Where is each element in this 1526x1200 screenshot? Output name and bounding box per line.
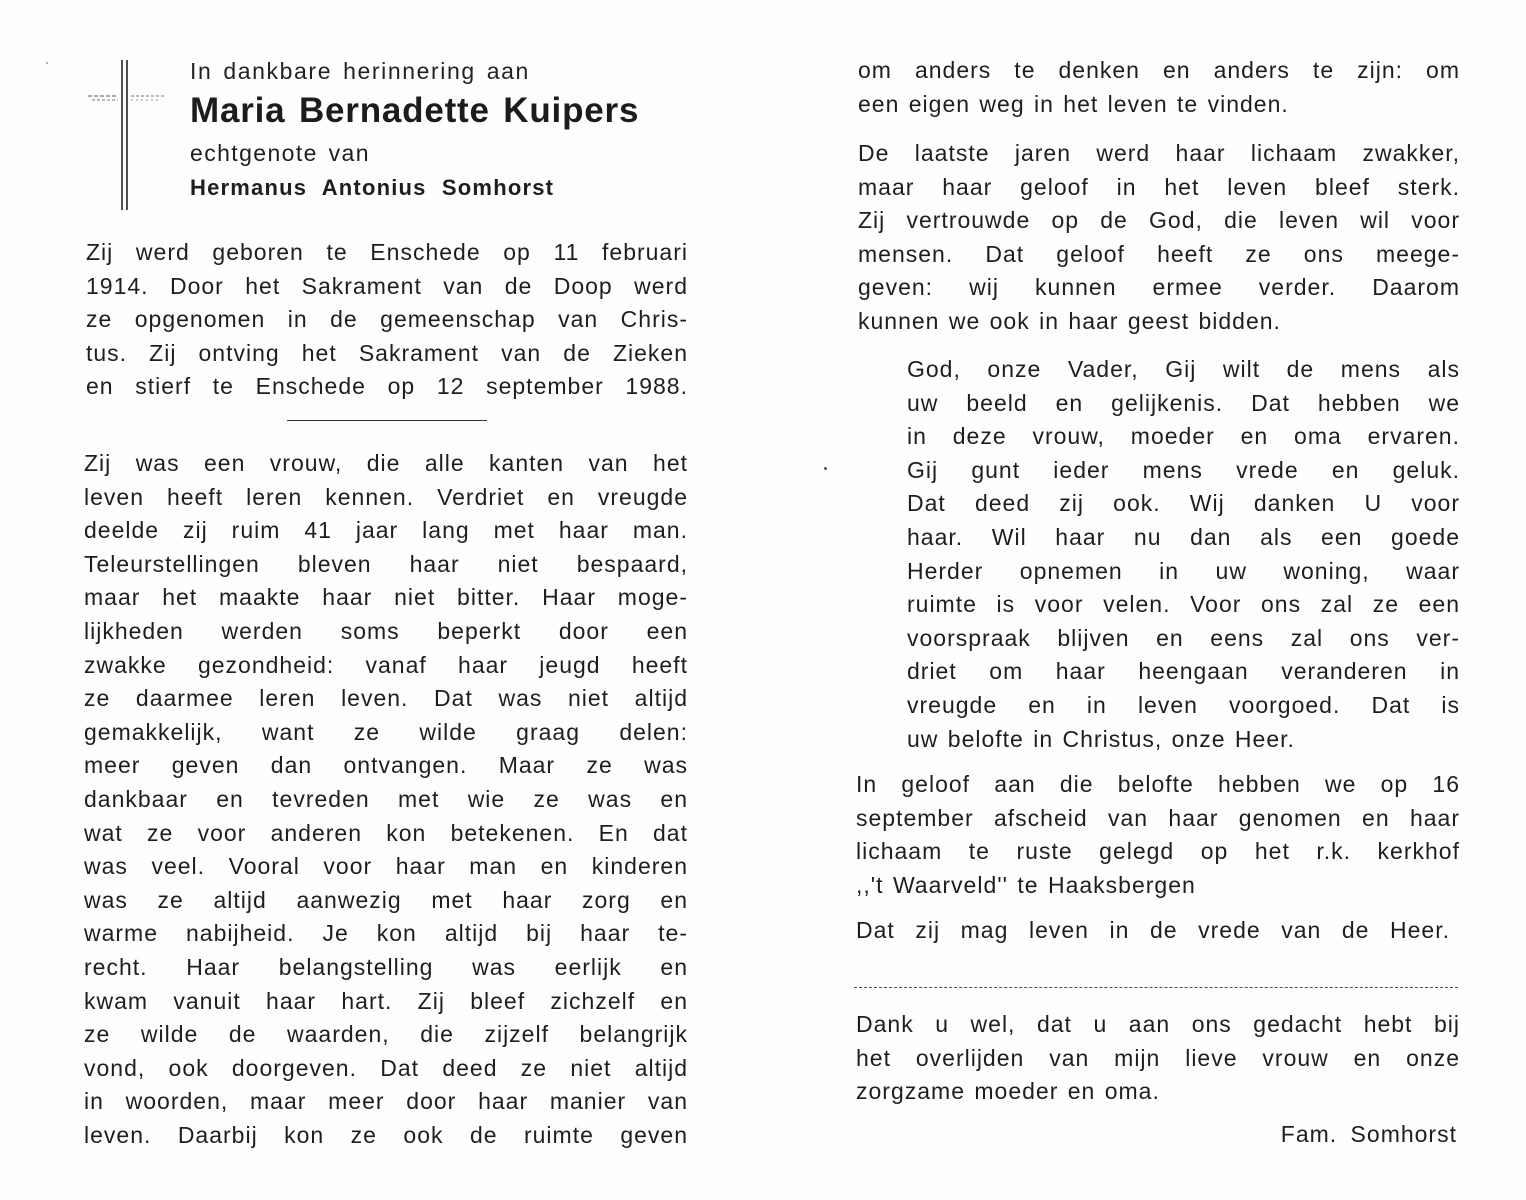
- section-divider: [287, 420, 487, 421]
- text-line: gemakkelijk, want ze wilde graag delen:: [84, 718, 688, 745]
- text-line: was ze altijd aanwezig met haar zorg en: [84, 886, 688, 913]
- text-line: geven: wij kunnen ermee verder. Daarom: [858, 274, 1460, 301]
- text-line: Dat zij mag leven in de vrede van de Heer.: [856, 917, 1450, 943]
- blessing-line: [856, 914, 1450, 948]
- card-header: [190, 56, 710, 205]
- deceased-name: Maria Bernadette Kuipers: [190, 91, 640, 130]
- text-line: meer geven dan ontvangen. Maar ze was: [84, 752, 688, 779]
- text-line: maar het maakte haar niet bitter. Haar moge-: [84, 584, 688, 611]
- text-line: God, onze Vader, Gij wilt de mens als: [907, 356, 1460, 382]
- birth-paragraph: [86, 236, 688, 404]
- text-line: maar haar geloof in het leven bleef sterk.: [858, 173, 1460, 200]
- text-line: lichaam te ruste gelegd op het r.k. kerkhof: [856, 838, 1460, 865]
- text-line: 1914. Door het Sakrament van de Doop werd: [86, 272, 688, 299]
- text-line: In geloof aan die belofte hebben we op 16: [856, 771, 1460, 797]
- text-line: het overlijden van mijn lieve vrouw en onze: [856, 1044, 1460, 1071]
- text-line: Dat deed zij ook. Wij danken U voor: [907, 490, 1460, 517]
- text-line: De laatste jaren werd haar lichaam zwakker,: [858, 140, 1460, 166]
- text-line: tus. Zij ontving het Sakrament van de Zieken: [86, 339, 688, 366]
- text-line: ,,'t Waarveld'' te Haaksbergen: [856, 871, 1196, 898]
- text-line: wat ze voor anderen kon betekenen. En dat: [84, 819, 688, 846]
- text-line: leven heeft leren kennen. Verdriet en vreugde: [84, 483, 688, 510]
- life-paragraph: [84, 447, 688, 1152]
- text-line: in woorden, maar meer door haar manier van: [84, 1088, 688, 1115]
- text-line: voorspraak blijven en eens zal ons ver-: [907, 624, 1460, 651]
- text-line: kwam vanuit haar hart. Zij bleef zichzelf en: [84, 987, 688, 1014]
- text-line: Zij was een vrouw, die alle kanten van het: [84, 450, 688, 476]
- text-line: zwakke gezondheid: vanaf haar jeugd heeft: [84, 651, 688, 678]
- text-line: om anders te denken en anders te zijn: om: [858, 57, 1460, 83]
- text-line: een eigen weg in het leven te vinden.: [858, 90, 1289, 117]
- text-line: ruimte is voor velen. Voor ons zal ze een: [907, 591, 1460, 618]
- text-line: Herder opnemen in uw woning, waar: [907, 557, 1460, 584]
- text-line: ze daarmee leren leven. Dat was niet altijd: [84, 685, 688, 712]
- cross-icon: [88, 60, 164, 210]
- text-line: ze wilde de waarden, die zijzelf belangrijk: [84, 1021, 688, 1048]
- text-line: uw belofte in Christus, onze Heer.: [907, 725, 1295, 752]
- text-line: Dank u wel, dat u aan ons gedacht hebt bij: [856, 1011, 1460, 1037]
- text-line: vond, ook doorgeven. Dat deed ze niet altijd: [84, 1054, 688, 1081]
- text-line: en stierf te Enschede op 12 september 1988.: [86, 373, 688, 400]
- text-line: Zij werd geboren te Enschede op 11 februari: [86, 239, 688, 265]
- spouse-of-label: echtgenote van: [190, 140, 370, 166]
- text-line: zorgzame moeder en oma.: [856, 1078, 1160, 1105]
- text-line: haar. Wil haar nu dan als een goede: [907, 523, 1460, 550]
- text-line: driet om haar heengaan veranderen in: [907, 658, 1460, 685]
- text-line: mensen. Dat geloof heeft ze ons meege-: [858, 240, 1460, 267]
- faith-paragraph: [858, 137, 1460, 339]
- scan-speck: [824, 467, 827, 470]
- text-line: Teleurstellingen bleven haar niet bespaard,: [84, 550, 688, 577]
- text-line: lijkheden werden soms beperkt door een: [84, 617, 688, 644]
- text-line: in deze vrouw, moeder en oma ervaren.: [907, 423, 1460, 450]
- text-line: was veel. Vooral voor haar man en kinderen: [84, 853, 688, 880]
- text-line: Gij gunt ieder mens vrede en geluk.: [907, 456, 1460, 483]
- thanks-paragraph: [856, 1008, 1460, 1109]
- family-signature: Fam. Somhorst: [1280, 1121, 1457, 1147]
- text-line: recht. Haar belangstelling was eerlijk en: [84, 953, 688, 980]
- text-line: Zij vertrouwde op de God, die leven wil voor: [858, 207, 1460, 234]
- spouse-name: Hermanus Antonius Somhorst: [190, 175, 555, 200]
- text-line: ze opgenomen in de gemeenschap van Chris-: [86, 306, 688, 333]
- continuation-paragraph: [858, 54, 1460, 121]
- text-line: deelde zij ruim 41 jaar lang met haar man.: [84, 517, 688, 544]
- text-line: uw beeld en gelijkenis. Dat hebben we: [907, 389, 1460, 416]
- prayer-paragraph: [907, 353, 1460, 756]
- text-line: leven. Daarbij kon ze ook de ruimte geven: [84, 1121, 688, 1148]
- scan-speck: [46, 62, 48, 64]
- text-line: kunnen we ook in haar geest bidden.: [858, 307, 1281, 334]
- text-line: warme nabijheid. Je kon altijd bij haar te-: [84, 920, 688, 947]
- burial-paragraph: [856, 768, 1460, 902]
- text-line: september afscheid van haar genomen en haar: [856, 804, 1460, 831]
- text-line: vreugde en in leven voorgoed. Dat is: [907, 691, 1460, 718]
- section-divider: [854, 987, 1458, 988]
- intro-text: In dankbare herinnering aan: [190, 58, 530, 84]
- text-line: dankbaar en tevreden met wie ze was en: [84, 785, 688, 812]
